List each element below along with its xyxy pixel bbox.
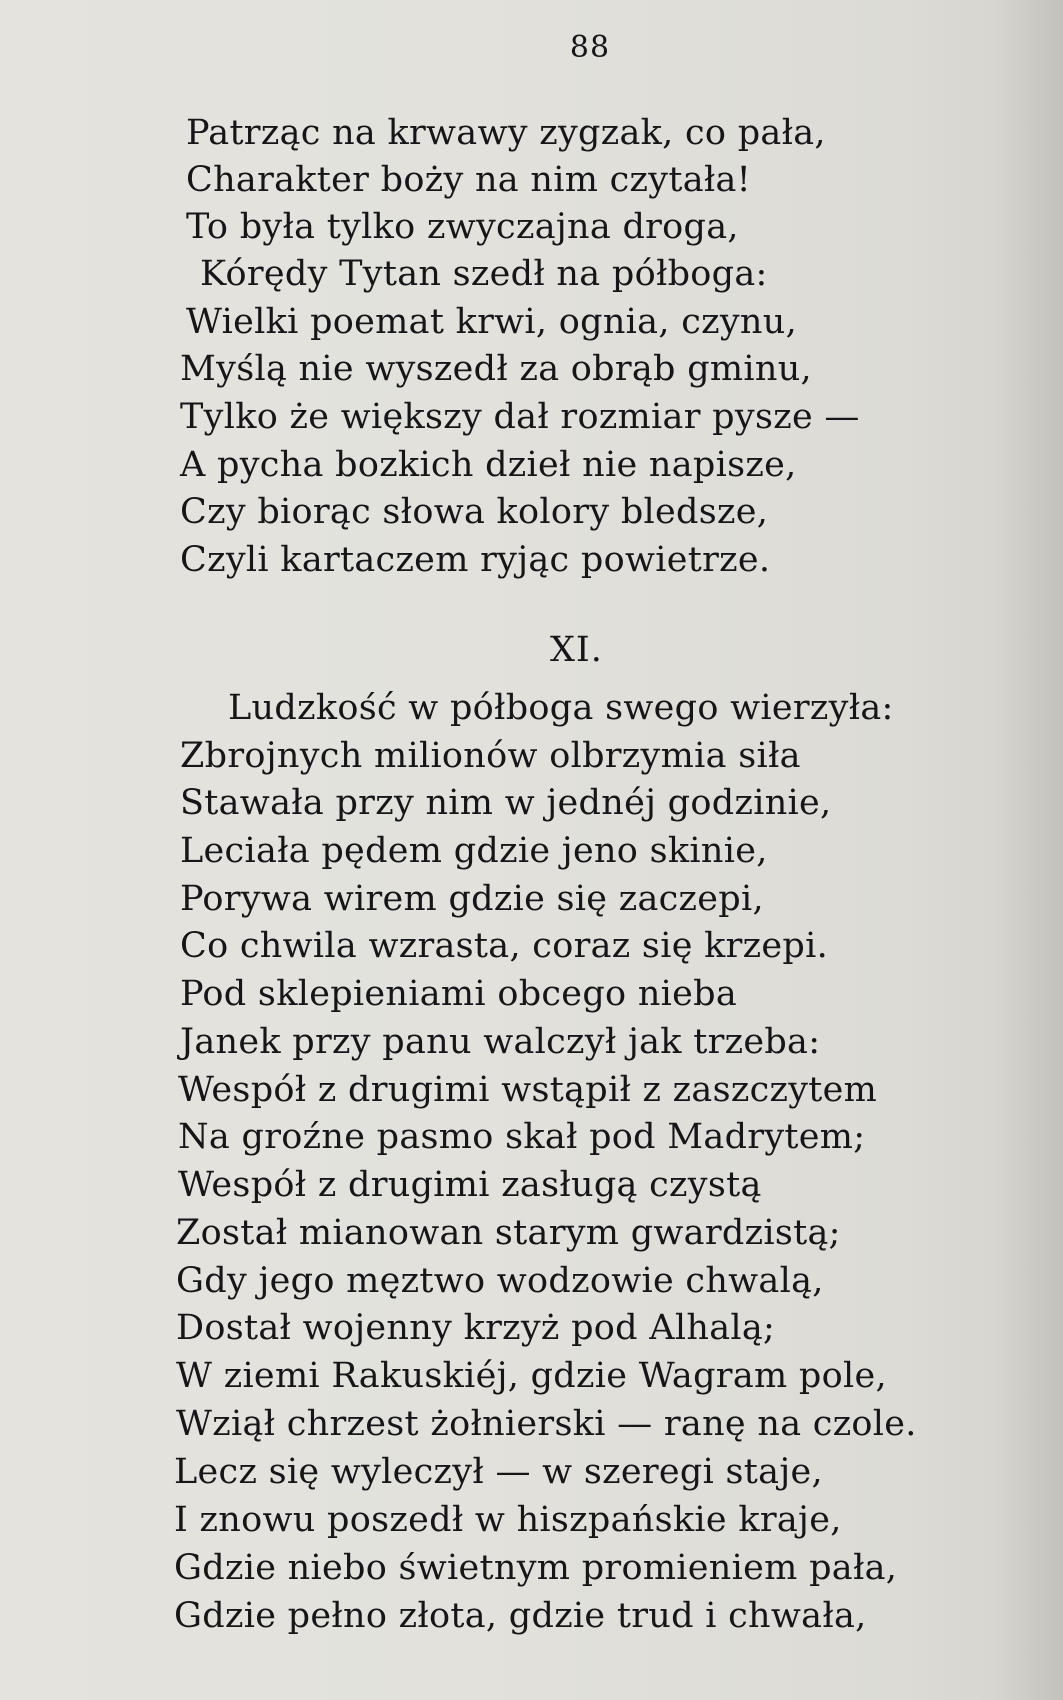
verse-line: Charakter boży na nim czytała!	[186, 160, 752, 200]
verse-line: Pod sklepieniami obcego nieba	[180, 974, 738, 1014]
verse-line: Czyli kartaczem ryjąc powietrze.	[180, 540, 771, 580]
verse-line: Wespół z drugimi wstąpił z zaszczytem	[178, 1070, 878, 1110]
verse-line: To była tylko zwyczajna droga,	[186, 207, 739, 247]
page-number: 88	[569, 30, 611, 65]
verse-line: Lecz się wyleczył — w szeregi staje,	[174, 1452, 823, 1492]
verse-line: Janek przy panu walczył jak trzeba:	[180, 1022, 821, 1062]
verse-line: Gdzie niebo świetnym promieniem pała,	[174, 1548, 898, 1588]
verse-line: Na groźne pasmo skał pod Madrytem;	[178, 1117, 866, 1157]
verse-line: Został mianowan starym gwardzistą;	[176, 1213, 841, 1253]
verse-line: Wielki poemat krwi, ognia, czynu,	[186, 302, 798, 342]
verse-line: Czy biorąc słowa kolory bledsze,	[180, 492, 769, 532]
verse-line: Tylko że większy dał rozmiar pysze —	[180, 397, 860, 437]
page-gutter-shadow	[993, 0, 1063, 1700]
verse-line: Zbrojnych milionów olbrzymia siła	[180, 736, 801, 776]
verse-line: Wziął chrzest żołnierski — ranę na czole.	[176, 1404, 917, 1444]
verse-line: Wespół z drugimi zasługą czystą	[178, 1165, 762, 1205]
verse-line: Ludzkość w półboga swego wierzyła:	[228, 688, 894, 728]
verse-line: Dostał wojenny krzyż pod Alhalą;	[176, 1308, 776, 1348]
verse-line: Porywa wirem gdzie się zaczepi,	[180, 879, 764, 919]
verse-line: Co chwila wzrasta, coraz się krzepi.	[180, 926, 829, 966]
verse-line: W ziemi Rakuskiéj, gdzie Wagram pole,	[176, 1356, 887, 1396]
verse-line: Myślą nie wyszedł za obrąb gminu,	[180, 349, 812, 389]
verse-line: A pycha bozkich dzieł nie napisze,	[180, 445, 797, 485]
verse-line: Leciała pędem gdzie jeno skinie,	[180, 831, 768, 871]
verse-line: Gdy jego męztwo wodzowie chwalą,	[176, 1261, 824, 1301]
verse-line: I znowu poszedł w hiszpańskie kraje,	[174, 1500, 842, 1540]
verse-line: Patrząc na krwawy zygzak, co pała,	[186, 113, 826, 153]
verse-line: Kórędy Tytan szedł na półboga:	[200, 254, 768, 294]
verse-line: Stawała przy nim w jednéj godzinie,	[180, 783, 832, 823]
section-heading: XI.	[550, 630, 603, 670]
verse-line: Gdzie pełno złota, gdzie trud i chwała,	[174, 1596, 867, 1636]
